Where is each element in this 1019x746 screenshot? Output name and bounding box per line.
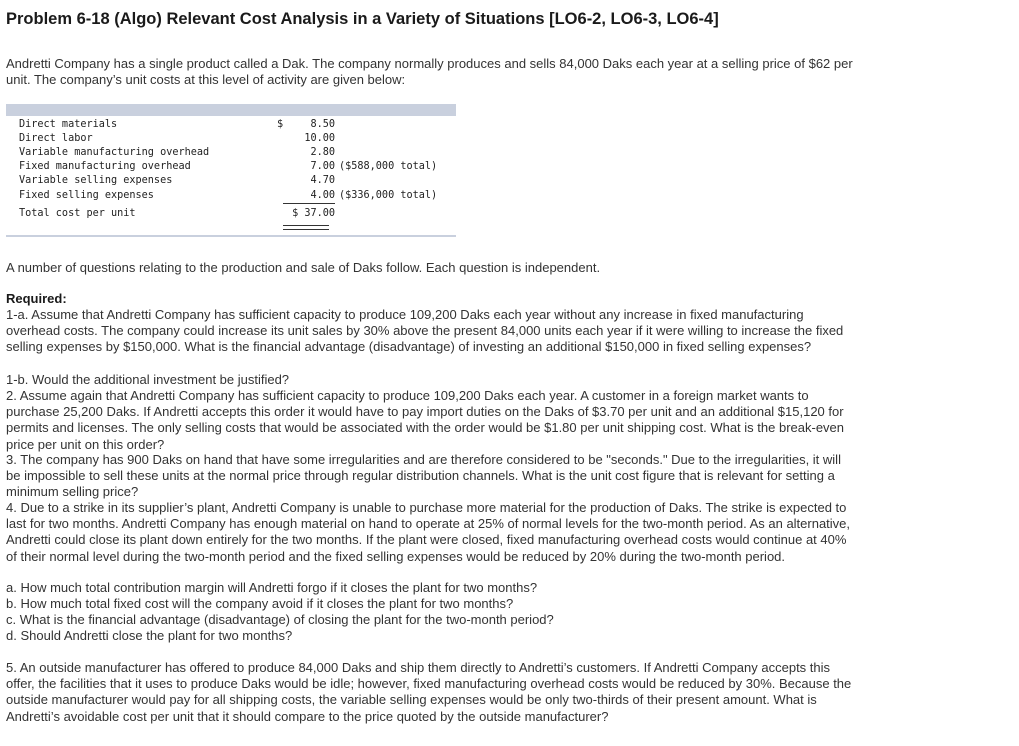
intro-paragraph: Andretti Company has a single product called a Dak. The company normally produces and sells 84,000 Daks each year at a selling price of $62 per unit. The company’s unit costs at this level of activity are given below: [6, 56, 853, 88]
question-4a: a. How much total contribution margin will Andretti forgo if it closes the plant for two months? [6, 580, 538, 595]
question-3: 3. The company has 900 Daks on hand that have some irregularities and are therefore considered to be "seconds." Due to the irregularities, it will be impossible to sell these units at the normal price through regular distribution channels. What is the unit cost figure that is relevant for setting a minimum selling price? [6, 452, 841, 500]
cost-amount: 2.80 [310, 147, 335, 158]
cost-amount: 8.50 [310, 119, 335, 130]
cost-label: Fixed selling expenses [19, 190, 154, 201]
cost-label: Fixed manufacturing overhead [19, 161, 191, 172]
question-4d: d. Should Andretti close the plant for two months? [6, 628, 293, 643]
question-2: 2. Assume again that Andretti Company has sufficient capacity to produce 109,200 Daks each year. A customer in a foreign market wants to purchase 25,200 Daks. If Andretti accepts this order it would have to pay import duties on the Daks of $3.70 per unit and an additional $15,120 for permits and licenses. The only selling costs that would be associated with the order would be $1.80 per unit shipping cost. What is the break-even price per unit on this order? [6, 388, 845, 452]
cost-row-variable-selling [19, 174, 451, 188]
unit-cost-table [6, 104, 456, 237]
cost-amount: 4.70 [310, 175, 335, 186]
cost-label: Variable manufacturing overhead [19, 147, 210, 158]
question-4b: b. How much total fixed cost will the company avoid if it closes the plant for two months? [6, 596, 514, 611]
cost-amount: 4.00 [283, 189, 335, 204]
cost-note: ($336,000 total) [339, 190, 438, 201]
cost-row-fixed-selling [19, 189, 451, 203]
question-1b: 1-b. Would the additional investment be justified? [6, 372, 290, 387]
cost-row-direct-labor [19, 132, 451, 146]
cost-label: Variable selling expenses [19, 175, 173, 186]
question-4c: c. What is the financial advantage (disadvantage) of closing the plant for the two-month period? [6, 612, 554, 627]
question-4: 4. Due to a strike in its supplier’s plant, Andretti Company is unable to purchase more material for the production of Daks. The strike is expected to last for two months. Andretti Company has enough material on hand to operate at 25% of normal levels for the two-month period. As an alternative, Andretti could close its plant down entirely for the two months. If the plant were closed, fixed manufacturing overhead costs would continue at 40% of their normal level during the two-month period and the fixed selling expenses would be reduced by 20% during the two-month period. [6, 500, 851, 564]
table-bottom-rule [6, 235, 456, 237]
cost-amount: 10.00 [304, 133, 335, 144]
question-5: 5. An outside manufacturer has offered to produce 84,000 Daks and ship them directly to Andretti’s customers. If Andretti Company accepts this offer, the facilities that it uses to produce Daks would be idle; however, fixed manufacturing overhead costs would be reduced by 30%. Because the outside manufacturer would pay for all shipping costs, the variable selling expenses would be only two-thirds of their present amount. What is Andretti’s avoidable cost per unit that it should compare to the price quoted by the outside manufacturer? [6, 660, 852, 724]
questions-intro: A number of questions relating to the production and sale of Daks follow. Each question is independent. [6, 260, 601, 275]
total-double-underline [283, 225, 329, 230]
table-header-bar [6, 104, 456, 116]
cost-row-variable-mfg-overhead [19, 146, 451, 160]
cost-note: ($588,000 total) [339, 161, 438, 172]
cost-row-total [19, 207, 451, 221]
cost-row-direct-materials [19, 118, 451, 132]
cost-amount: 7.00 [310, 161, 335, 172]
problem-title: Problem 6-18 (Algo) Relevant Cost Analysis in a Variety of Situations [LO6-2, LO6-3, LO6-4] [6, 10, 719, 28]
cost-label: Direct materials [19, 119, 118, 130]
cost-label: Direct labor [19, 133, 93, 144]
total-label: Total cost per unit [19, 208, 136, 219]
cost-currency: $ [277, 119, 284, 130]
cost-row-fixed-mfg-overhead [19, 160, 451, 174]
question-1a: 1-a. Assume that Andretti Company has sufficient capacity to produce 109,200 Daks each year without any increase in fixed manufacturing overhead costs. The company could increase its unit sales by 30% above the present 84,000 units each year if it were willing to increase the fixed selling expenses by $150,000. What is the financial advantage (disadvantage) of investing an additional $150,000 in fixed selling expenses? [6, 307, 844, 355]
total-amount: $ 37.00 [292, 208, 335, 219]
required-heading: Required: [6, 291, 67, 306]
